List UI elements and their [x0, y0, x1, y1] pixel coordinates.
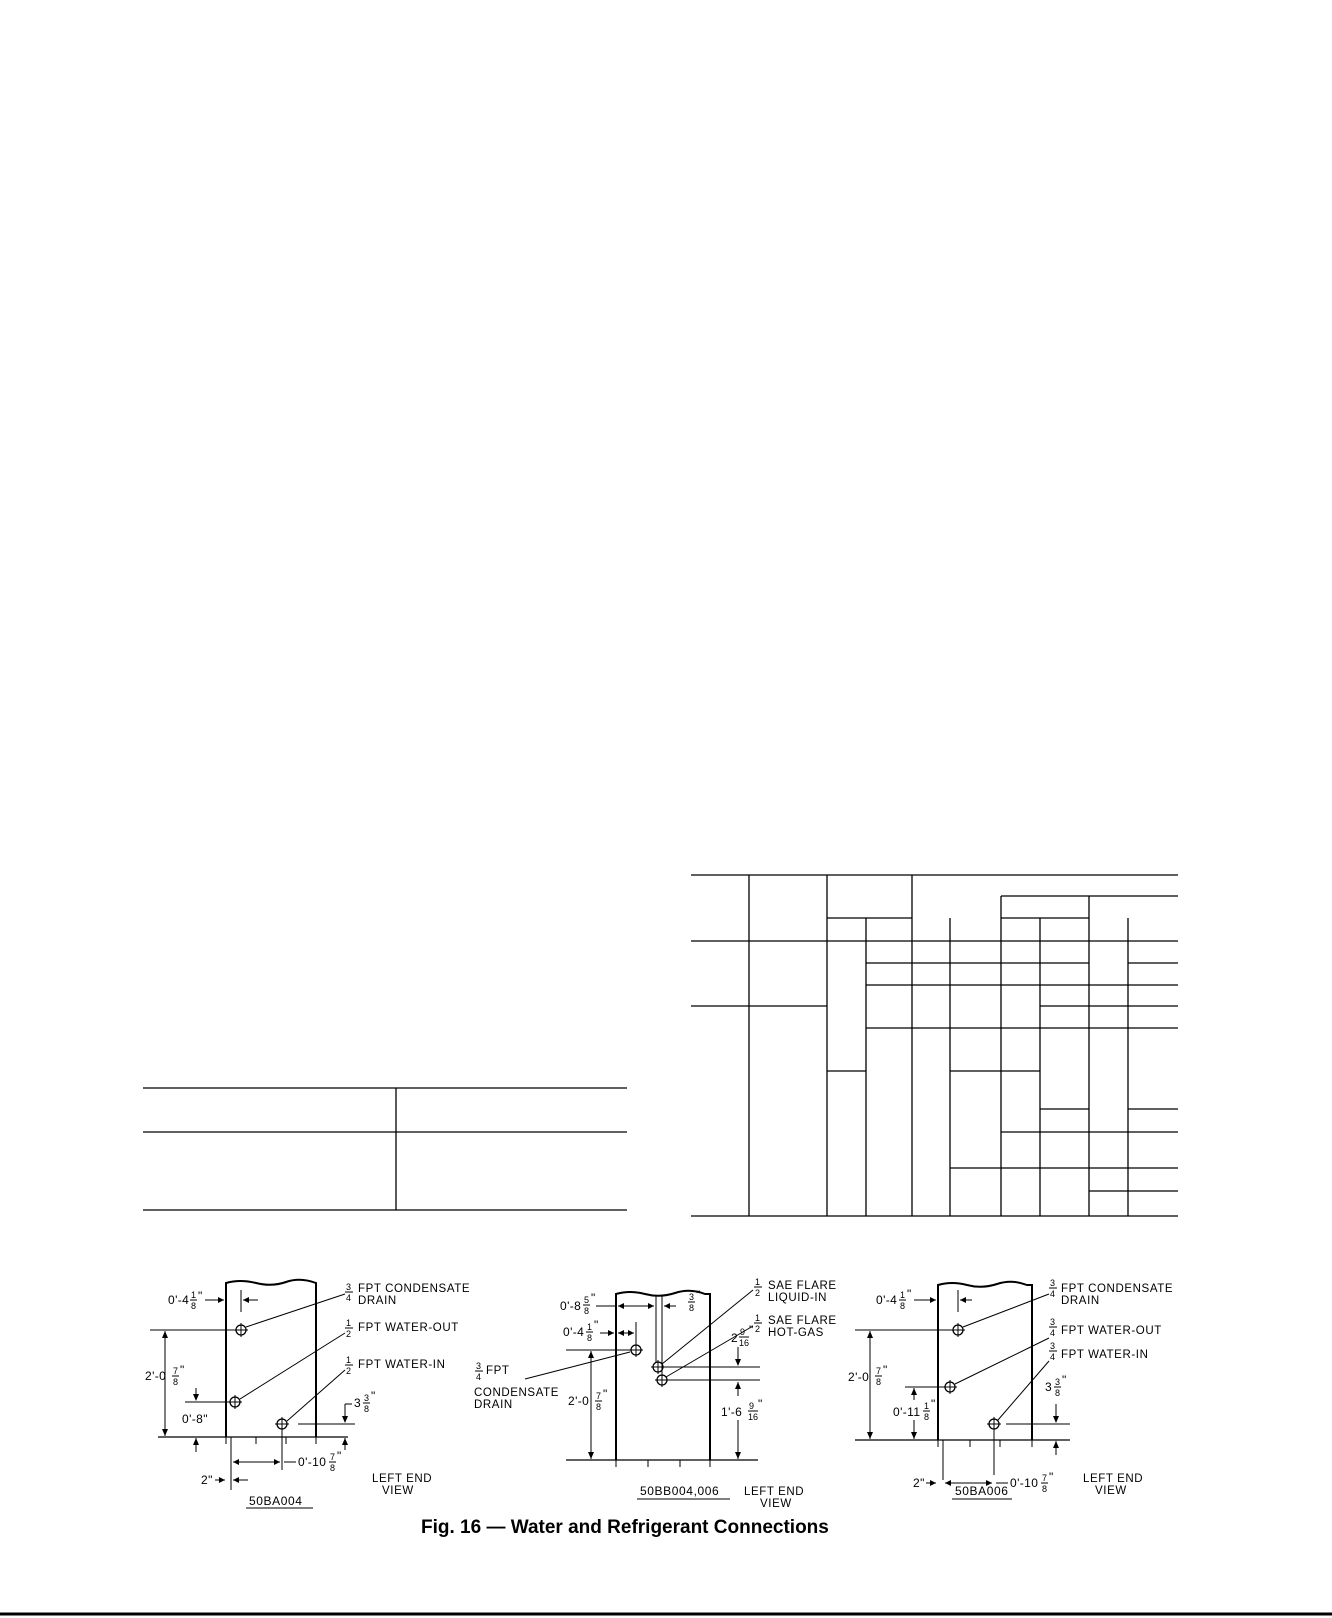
svg-text:8: 8	[596, 1402, 602, 1412]
svg-text:4: 4	[1050, 1352, 1056, 1362]
svg-text:5: 5	[584, 1295, 590, 1305]
svg-text:": "	[371, 1389, 376, 1403]
svg-text:": "	[931, 1397, 936, 1411]
svg-text:2: 2	[731, 1331, 739, 1345]
svg-text:8: 8	[900, 1301, 906, 1311]
svg-text:16: 16	[748, 1412, 759, 1422]
svg-text:": "	[198, 1289, 203, 1303]
svg-text:2'-0: 2'-0	[145, 1369, 167, 1383]
svg-text:3: 3	[1050, 1341, 1056, 1351]
svg-text:DRAIN: DRAIN	[358, 1295, 397, 1307]
svg-text:3: 3	[1050, 1278, 1056, 1288]
svg-text:0'-8": 0'-8"	[182, 1412, 208, 1426]
svg-text:SAE FLARE: SAE FLARE	[768, 1315, 837, 1327]
svg-text:DRAIN: DRAIN	[1061, 1295, 1100, 1307]
model-label: 50BA006	[955, 1484, 1009, 1498]
dim-drain-horizontal	[563, 1318, 636, 1345]
svg-text:8: 8	[330, 1463, 336, 1473]
svg-text:FPT WATER-OUT: FPT WATER-OUT	[358, 1322, 459, 1334]
svg-text:0'-4: 0'-4	[876, 1293, 898, 1307]
svg-text:1: 1	[924, 1401, 930, 1411]
label-water-out	[345, 1318, 459, 1339]
water-in-connection	[275, 1417, 289, 1431]
svg-text:": "	[180, 1363, 185, 1377]
svg-text:8: 8	[191, 1301, 197, 1311]
svg-text:8: 8	[584, 1306, 590, 1316]
svg-text:8: 8	[1042, 1484, 1048, 1494]
svg-text:": "	[907, 1287, 912, 1301]
svg-text:FPT WATER-OUT: FPT WATER-OUT	[1061, 1325, 1162, 1337]
view-label-line2: VIEW	[1095, 1485, 1127, 1497]
svg-text:": "	[591, 1291, 596, 1305]
view-label-line2: VIEW	[760, 1498, 792, 1510]
svg-text:8: 8	[924, 1412, 930, 1422]
label-water-in	[345, 1355, 445, 1376]
svg-text:1: 1	[900, 1290, 906, 1300]
svg-text:3: 3	[1050, 1317, 1056, 1327]
svg-text:8: 8	[876, 1377, 882, 1387]
svg-text:": "	[749, 1323, 754, 1337]
svg-text:": "	[594, 1318, 599, 1332]
svg-text:LIQUID-IN: LIQUID-IN	[768, 1292, 828, 1304]
svg-text:FPT: FPT	[486, 1365, 510, 1377]
svg-text:HOT-GAS: HOT-GAS	[768, 1327, 824, 1339]
view-label-line2: VIEW	[382, 1485, 414, 1497]
svg-text:1'-6: 1'-6	[721, 1405, 743, 1419]
view-label-line1: LEFT END	[372, 1473, 433, 1485]
svg-text:7: 7	[330, 1452, 336, 1462]
svg-text:3: 3	[689, 1292, 695, 1302]
svg-text:3: 3	[476, 1361, 482, 1371]
label-condensate-drain	[345, 1282, 470, 1307]
svg-text:3: 3	[346, 1282, 352, 1292]
hot-gas-connection	[655, 1373, 669, 1387]
svg-text:7: 7	[173, 1366, 179, 1376]
svg-text:0'-11: 0'-11	[893, 1405, 921, 1419]
model-label: 50BB004,006	[640, 1484, 720, 1498]
svg-text:1: 1	[755, 1277, 761, 1287]
model-label: 50BA004	[249, 1494, 303, 1508]
dim-water-out-vertical	[182, 1388, 232, 1452]
svg-text:7: 7	[1042, 1473, 1048, 1483]
unit-outline	[226, 1280, 316, 1437]
svg-text:3: 3	[354, 1396, 362, 1410]
svg-text:8: 8	[364, 1404, 370, 1414]
svg-text:": "	[337, 1449, 342, 1463]
svg-text:0'-8: 0'-8	[560, 1299, 582, 1313]
svg-text:0'-10: 0'-10	[1010, 1476, 1039, 1490]
svg-text:4: 4	[1050, 1289, 1056, 1299]
right-table-grid	[691, 875, 1178, 1216]
dim-water-in-vertical	[1006, 1373, 1070, 1455]
svg-text:FPT WATER-IN: FPT WATER-IN	[1061, 1349, 1149, 1361]
svg-text:": "	[883, 1363, 888, 1377]
view-50bb004-006	[474, 1277, 837, 1510]
svg-text:2: 2	[755, 1288, 761, 1298]
view-label-line1: LEFT END	[744, 1486, 805, 1498]
svg-text:2'-0: 2'-0	[848, 1370, 870, 1384]
dim-bottom-horizontal	[201, 1430, 342, 1490]
left-table-grid	[143, 1088, 627, 1210]
svg-text:0'-10: 0'-10	[298, 1455, 327, 1469]
svg-text:8: 8	[689, 1303, 695, 1313]
svg-text:3: 3	[364, 1393, 370, 1403]
view-50ba006	[848, 1278, 1173, 1499]
svg-text:1: 1	[346, 1318, 352, 1328]
svg-text:2'-0: 2'-0	[568, 1394, 590, 1408]
label-condensate-drain	[474, 1361, 559, 1411]
svg-text:8: 8	[587, 1333, 593, 1343]
dim-drain-horizontal	[876, 1287, 972, 1312]
figure-caption: Fig. 16 — Water and Refrigerant Connections	[421, 1517, 829, 1538]
label-liquid-in	[754, 1277, 837, 1304]
view-label-line1: LEFT END	[1083, 1473, 1144, 1485]
svg-text:4: 4	[1050, 1328, 1056, 1338]
svg-text:2: 2	[346, 1329, 352, 1339]
svg-text:": "	[696, 1288, 701, 1302]
liquid-in-connection	[651, 1360, 665, 1374]
svg-text:8: 8	[1055, 1388, 1061, 1398]
svg-text:0'-4: 0'-4	[563, 1325, 585, 1339]
dim-drain-horizontal	[168, 1289, 258, 1312]
dim-water-in-vertical	[298, 1389, 376, 1450]
svg-text:4: 4	[346, 1293, 352, 1303]
svg-text:0'-4: 0'-4	[168, 1293, 190, 1307]
label-condensate-drain	[1049, 1278, 1173, 1307]
svg-text:4: 4	[476, 1372, 482, 1382]
svg-text:": "	[1049, 1470, 1054, 1484]
svg-text:": "	[1062, 1373, 1067, 1387]
svg-text:16: 16	[739, 1338, 750, 1348]
svg-text:1: 1	[587, 1322, 593, 1332]
condensate-drain-connection	[629, 1343, 643, 1357]
svg-text:FPT WATER-IN: FPT WATER-IN	[358, 1359, 446, 1371]
svg-text:7: 7	[596, 1391, 602, 1401]
svg-text:3: 3	[1045, 1380, 1053, 1394]
svg-text:9: 9	[749, 1401, 755, 1411]
svg-text:1: 1	[346, 1355, 352, 1365]
svg-text:CONDENSATE: CONDENSATE	[474, 1387, 560, 1399]
svg-text:2": 2"	[201, 1473, 213, 1487]
svg-text:2: 2	[755, 1324, 761, 1334]
svg-text:": "	[603, 1387, 608, 1401]
dim-right-vertical	[664, 1323, 763, 1459]
svg-text:1: 1	[191, 1290, 197, 1300]
svg-text:2": 2"	[913, 1476, 925, 1490]
svg-text:DRAIN: DRAIN	[474, 1399, 513, 1411]
svg-text:7: 7	[876, 1366, 882, 1376]
label-hot-gas	[754, 1313, 837, 1339]
svg-text:1: 1	[755, 1313, 761, 1323]
label-water-in	[1049, 1341, 1148, 1362]
svg-text:2: 2	[346, 1366, 352, 1376]
svg-text:9: 9	[740, 1327, 746, 1337]
svg-text:": "	[758, 1397, 763, 1411]
svg-text:SAE FLARE: SAE FLARE	[768, 1280, 837, 1292]
label-water-out	[1049, 1317, 1162, 1338]
svg-text:3: 3	[1055, 1377, 1061, 1387]
svg-text:FPT CONDENSATE: FPT CONDENSATE	[358, 1283, 471, 1295]
svg-text:8: 8	[173, 1377, 179, 1387]
view-50ba004	[145, 1280, 470, 1508]
svg-text:FPT CONDENSATE: FPT CONDENSATE	[1061, 1283, 1174, 1295]
